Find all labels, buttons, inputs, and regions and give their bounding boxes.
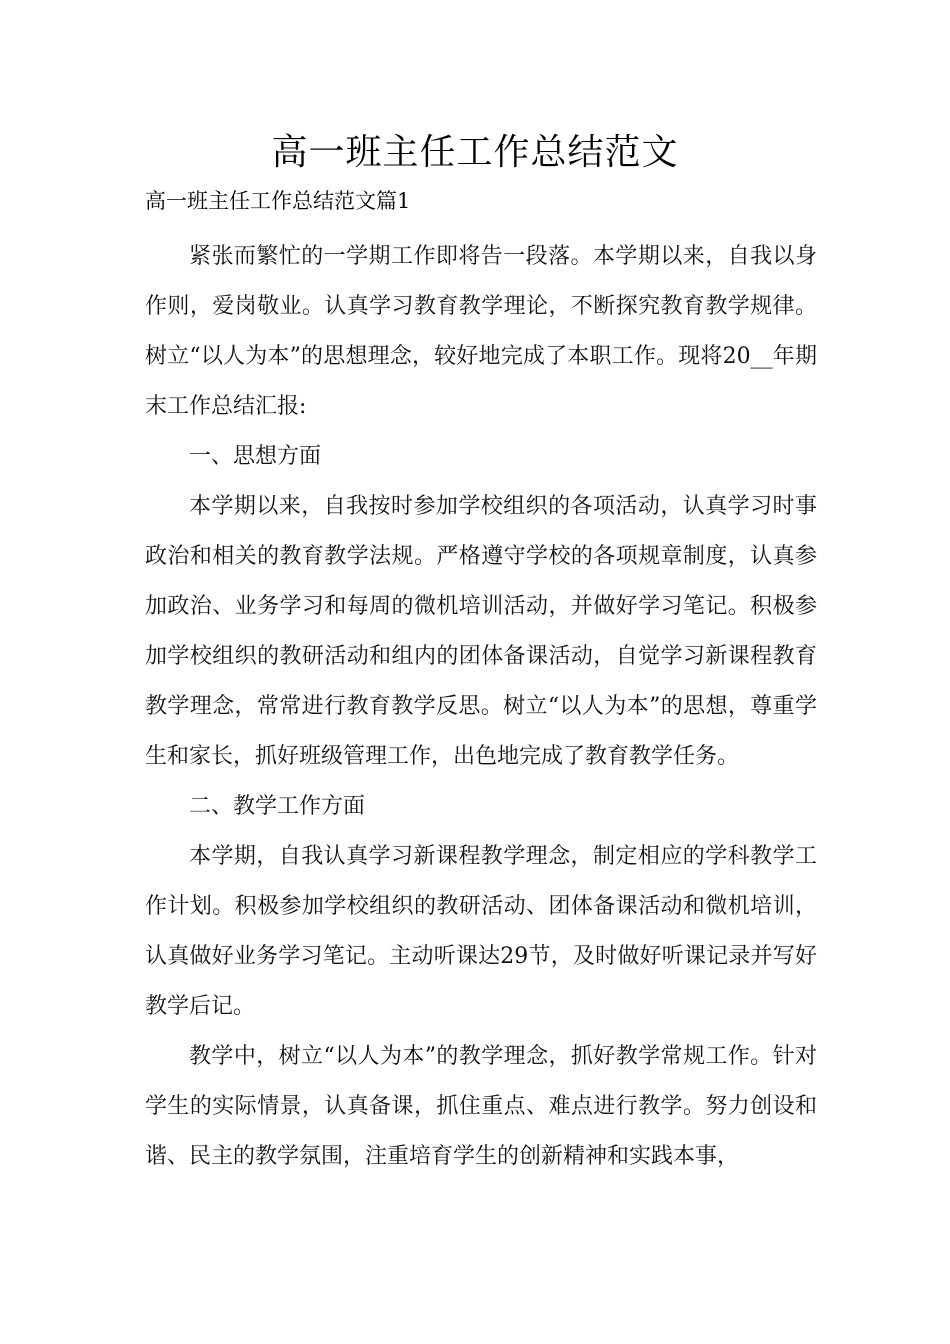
document-title: 高一班主任工作总结范文: [271, 132, 679, 173]
section-heading-teaching: 二、教学工作方面: [189, 794, 366, 819]
paragraph-teaching-1: 本学期，自我认真学习新课程教学理念，制定相应的学科教学工作计划。积极参加学校组织的教研活动、团体备课活动和微机培训，认真做好业务学习笔记。主动听课达29节，及时做好听课记录并写好教学后记。: [145, 844, 817, 1019]
paragraph-thought: 本学期以来，自我按时参加学校组织的各项活动，认真学习时事政治和相关的教育教学法规。严格遵守学校的各项规章制度，认真参加政治、业务学习和每周的微机培训活动，并做好学习笔记。积极参加学校组织的教研活动和组内的团体备课活动，自觉学习新课程教育教学理念，常常进行教育教学反思。树立“以人为本”的思想，尊重学生和家长，抓好班级管理工作，出色地完成了教育教学任务。: [145, 494, 817, 769]
paragraph-intro: 紧张而繁忙的一学期工作即将告一段落。本学期以来，自我以身作则，爱岗敬业。认真学习教育教学理论，不断探究教育教学规律。树立“以人为本”的思想理念，较好地完成了本职工作。现将20__年期末工作总结汇报:: [145, 244, 817, 419]
document-body: [145, 232, 817, 1182]
paragraph-teaching-2: 教学中，树立“以人为本”的教学理念，抓好教学常规工作。针对学生的实际情景，认真备课，抓住重点、难点进行教学。努力创设和谐、民主的教学氛围，注重培育学生的创新精神和实践本事，: [145, 1044, 817, 1169]
section-heading-thought: 一、思想方面: [189, 444, 322, 469]
document-subtitle: 高一班主任工作总结范文篇1: [145, 189, 411, 213]
